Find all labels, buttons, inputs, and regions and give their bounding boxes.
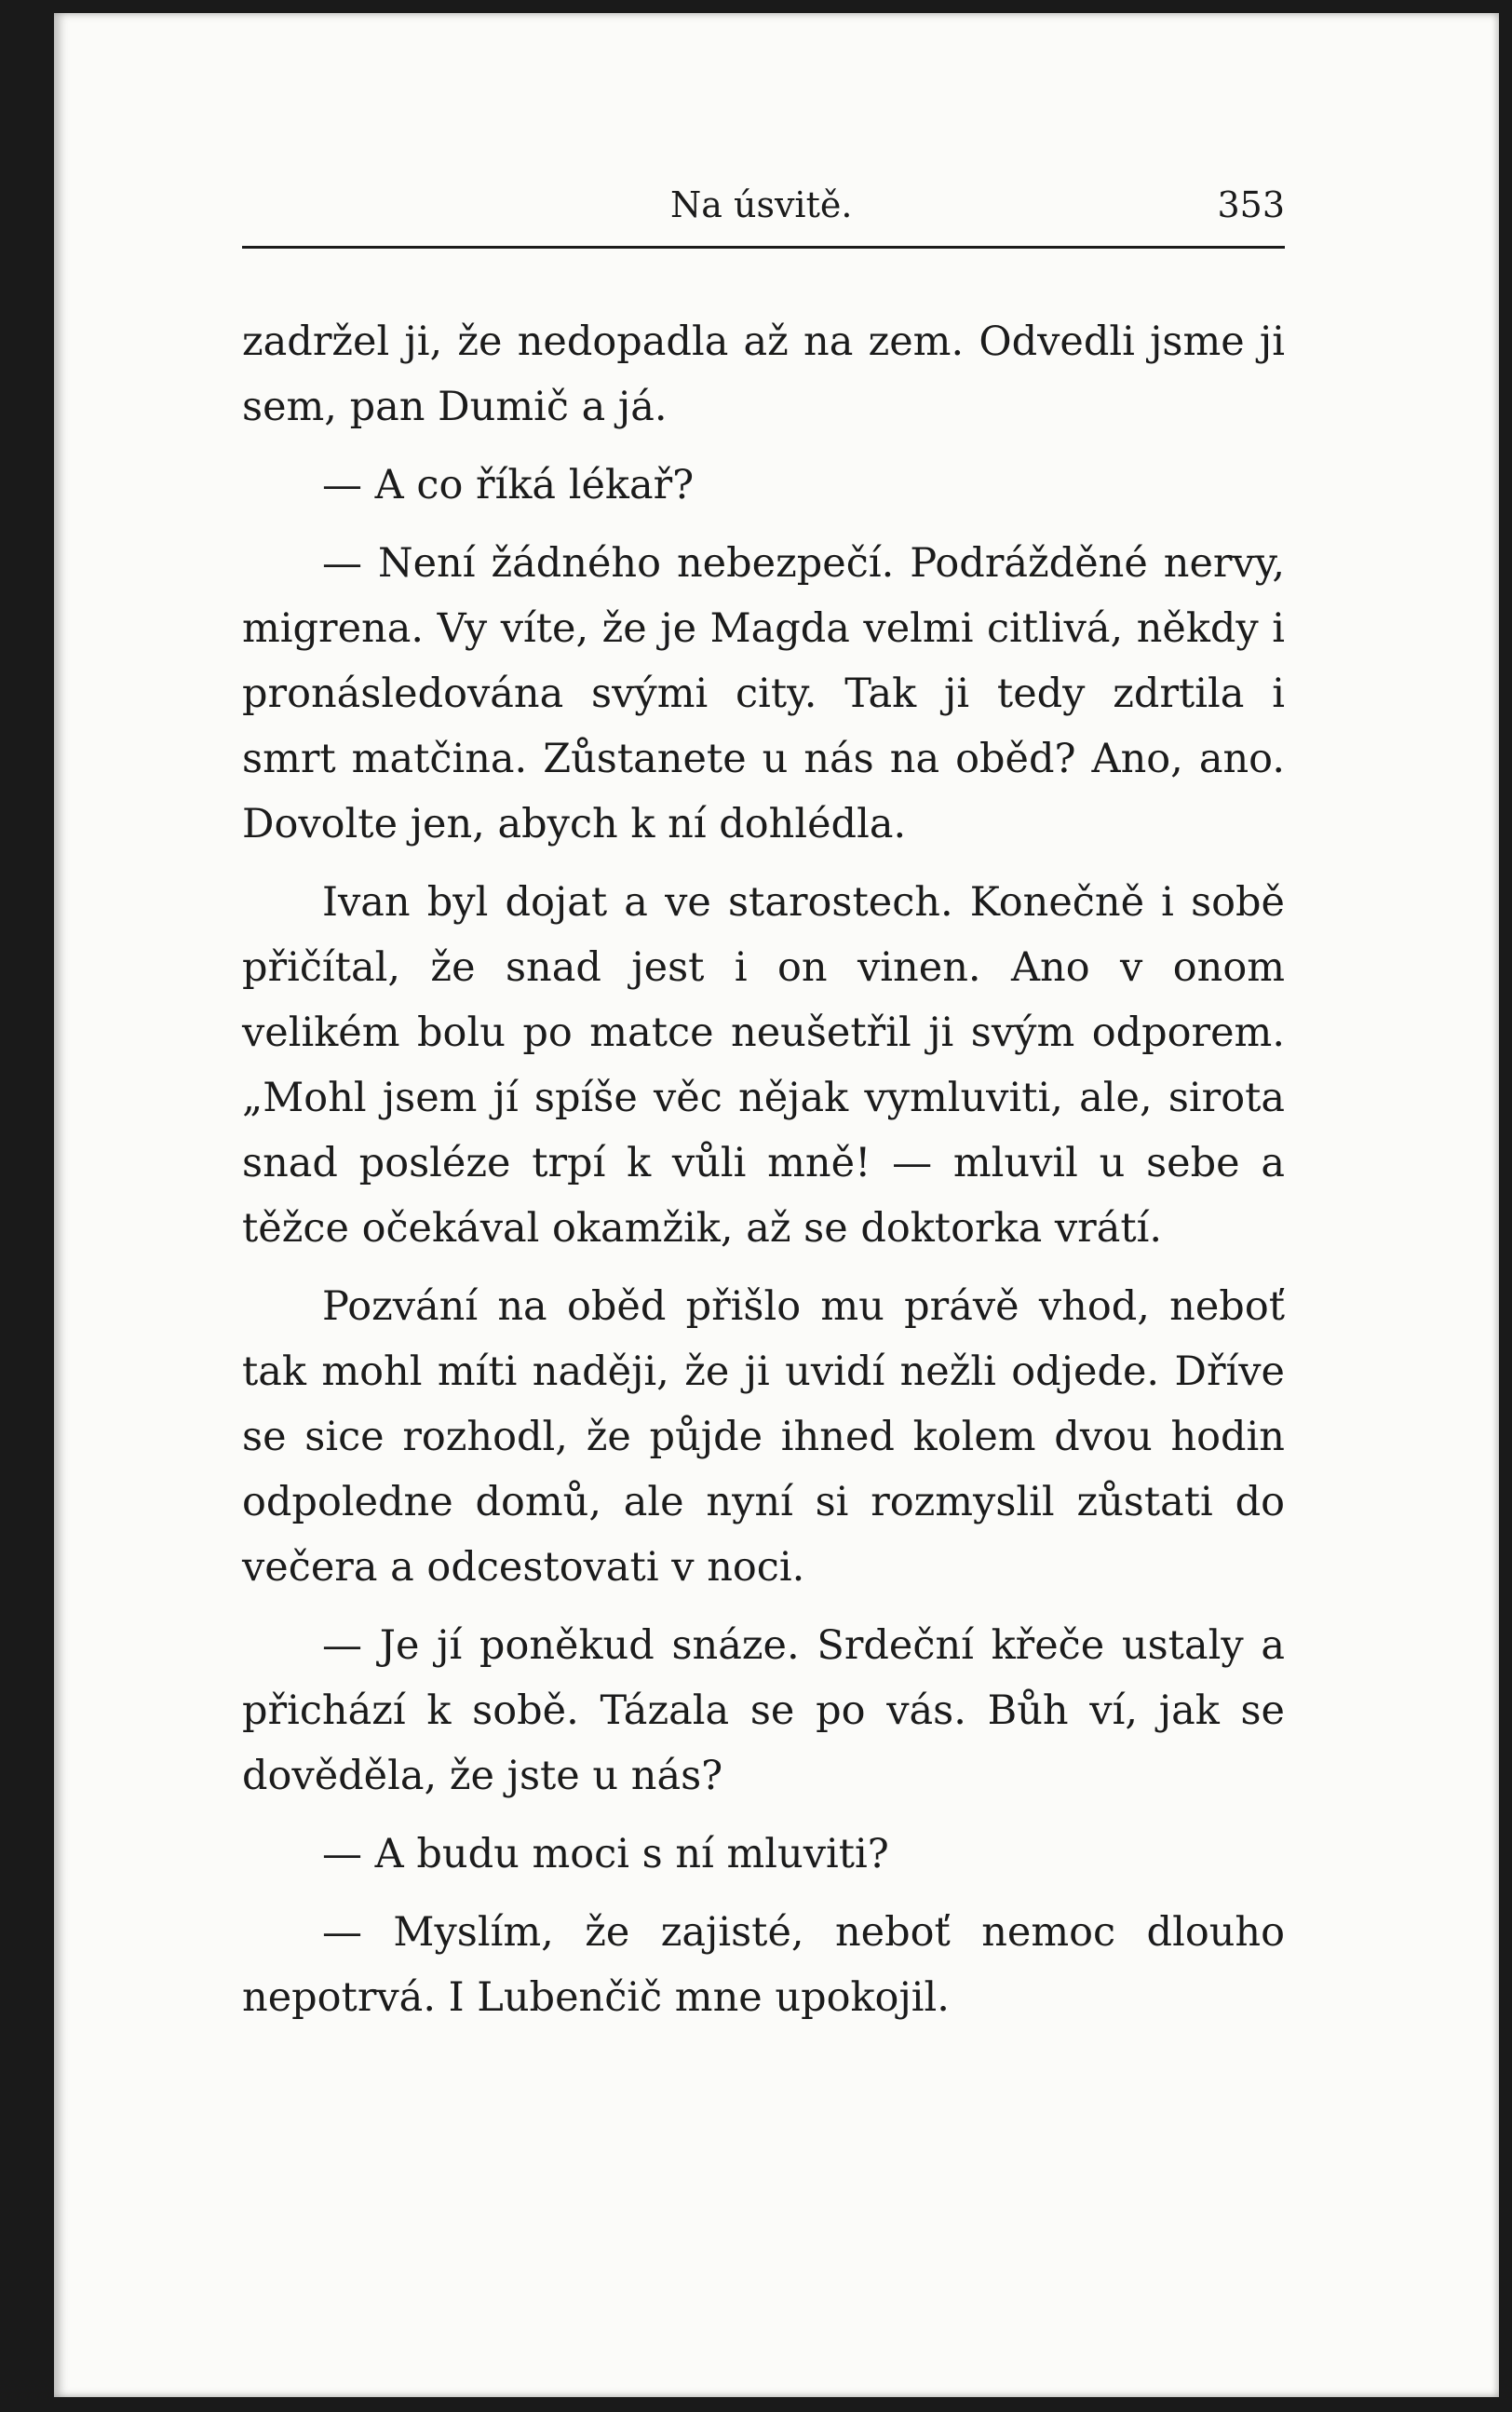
paragraph: — A co říká lékař?: [322, 462, 695, 508]
book-page: [54, 13, 1499, 2397]
paragraph: zadržel ji, že nedopadla až na zem. Odvedli jsme ji sem, pan Dumič a já.: [242, 318, 1285, 430]
paragraph: — Je jí poněkud snáze. Srdeční křeče ustaly a přichází k sobě. Tázala se po vás. Bůh ví, jak se dověděla, že jste u nás?: [242, 1622, 1285, 1799]
body-text: [242, 309, 1285, 2043]
running-header: [242, 181, 1285, 249]
page-number: 353: [1217, 184, 1285, 225]
paragraph: — Není žádného nebezpečí. Podrážděné nervy, migrena. Vy víte, že je Magda velmi citlivá, někdy i pronásledována svými city. Tak ji tedy zdrtila i smrt matčina. Zůstanete u nás na oběd? Ano, ano. Dovolte jen, abych k ní dohlédla.: [242, 540, 1285, 847]
paragraph: Ivan byl dojat a ve starostech. Konečně i sobě přičítal, že snad jest i on vinen. Ano v onom velikém bolu po matce neušetřil ji svým odporem. „Mohl jsem jí spíše věc nějak vymluviti, ale, sirota snad posléze trpí k vůli mně! — mluvil u sebe a těžce očekával okamžik, až se doktorka vrátí.: [242, 879, 1285, 1252]
paragraph: Pozvání na oběd přišlo mu právě vhod, neboť tak mohl míti naději, že ji uvidí nežli odjede. Dříve se sice rozhodl, že půjde ihned kolem dvou hodin odpoledne domů, ale nyní si rozmyslil zůstati do večera a odcestovati v noci.: [242, 1283, 1285, 1591]
chapter-title: Na úsvitě.: [670, 184, 853, 225]
paragraph: — A budu moci s ní mluviti?: [322, 1831, 889, 1877]
paragraph: — Myslím, že zajisté, neboť nemoc dlouho nepotrvá. I Lubenčič mne upokojil.: [242, 1909, 1285, 2021]
